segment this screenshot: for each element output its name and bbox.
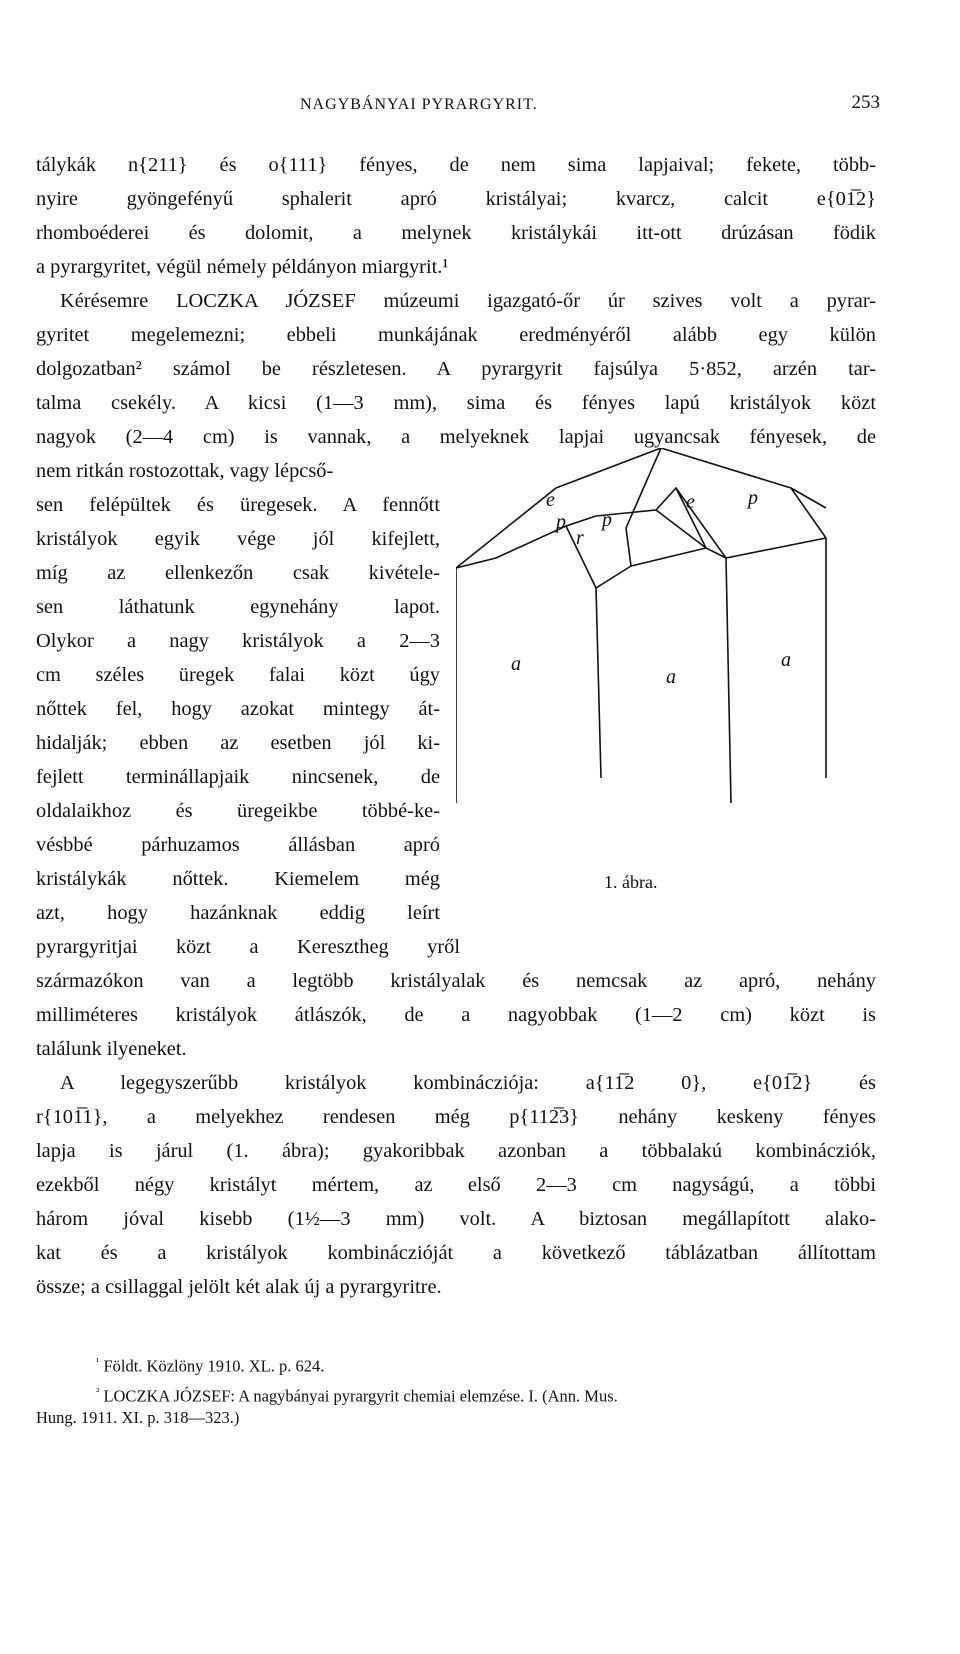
text-line: A legegyszerűbb kristályok kombinácziója: a{11̅2 0}, e{01̅2} és bbox=[60, 1072, 876, 1094]
text-line: lapja is járul (1. ábra); gyakoribbak azonban a többalakú kombinácziók, bbox=[36, 1140, 876, 1162]
text-line: pyrargyritjai közt a Keresztheg yről bbox=[36, 936, 460, 958]
footnote-text: Földt. Közlöny 1910. XL. p. 624. bbox=[103, 1356, 325, 1376]
page-number: 253 bbox=[851, 92, 880, 113]
face-label-p: p bbox=[602, 509, 612, 531]
face-label-p: p bbox=[748, 487, 758, 509]
text-line: r{101̅1}, a melyekhez rendesen még p{112̅3} nehány keskeny fényes bbox=[36, 1106, 876, 1128]
footnote bbox=[96, 1380, 618, 1409]
face-edge bbox=[596, 528, 631, 588]
text-line: gyritet megelemezni; ebbeli munkájának eredményéről alább egy külön bbox=[36, 324, 876, 346]
face-edge bbox=[456, 488, 826, 568]
text-line: nyire gyöngefényű sphalerit apró kristályai; kvarcz, calcit e{01̅2} bbox=[36, 188, 876, 210]
footnote-text: Hung. 1911. XI. p. 318—323.) bbox=[36, 1408, 240, 1427]
face-label-e: e bbox=[546, 489, 555, 511]
text-line: nőttek fel, hogy azokat mintegy át- bbox=[36, 698, 440, 720]
text-line: milliméteres kristályok átlászók, de a nagyobbak (1—2 cm) közt is bbox=[36, 1004, 876, 1026]
text-line: találunk ilyeneket. bbox=[36, 1038, 187, 1060]
text-line: fejlett terminállapjaik nincsenek, de bbox=[36, 766, 440, 788]
text-line: vésbbé párhuzamos állásban apró bbox=[36, 834, 440, 856]
footnote-mark: ¹ bbox=[96, 1356, 100, 1368]
face-label-r: r bbox=[576, 527, 584, 549]
face-label-a: a bbox=[666, 666, 676, 688]
text-line: rhomboéderei és dolomit, a melynek kristálykái itt-ott drúzásan födik bbox=[36, 222, 876, 244]
footnote bbox=[36, 1406, 239, 1430]
text-line: kristálykák nőttek. Kiemelem még bbox=[36, 868, 440, 890]
text-line: Olykor a nagy kristályok a 2—3 bbox=[36, 630, 440, 652]
face-edge bbox=[596, 588, 601, 778]
running-title: NAGYBÁNYAI PYRARGYRIT. bbox=[300, 96, 538, 113]
text-line: míg az ellenkezőn csak kivétele- bbox=[36, 562, 440, 584]
text-line: oldalaikhoz és üregeikbe többé-ke- bbox=[36, 800, 440, 822]
text-line: a pyrargyritet, végül némely példányon miargyrit.¹ bbox=[36, 256, 449, 278]
text-line: kristályok egyik vége jól kifejlett, bbox=[36, 528, 440, 550]
face-edge bbox=[631, 548, 706, 566]
face-edge bbox=[791, 488, 826, 508]
text-line: nagyok (2—4 cm) is vannak, a melyeknek lapjai ugyancsak fényesek, de bbox=[36, 426, 876, 448]
footnote-mark: ² bbox=[96, 1386, 100, 1398]
face-label-a: a bbox=[511, 653, 521, 675]
face-label-a: a bbox=[781, 649, 791, 671]
face-edge bbox=[726, 558, 731, 803]
text-line: sen felépültek és üregesek. A fennőtt bbox=[36, 494, 440, 516]
text-line: nem ritkán rostozottak, vagy lépcső- bbox=[36, 460, 334, 482]
figure-caption: 1. ábra. bbox=[604, 872, 658, 892]
text-line: származókon van a legtöbb kristályalak és nemcsak az apró, nehány bbox=[36, 970, 876, 992]
text-line: azt, hogy hazánknak eddig leírt bbox=[36, 902, 440, 924]
crystal-figure bbox=[456, 448, 836, 848]
text-line: sen láthatunk egynehány lapot. bbox=[36, 596, 440, 618]
footnote bbox=[96, 1350, 324, 1379]
footnote-text: LOCZKA JÓZSEF: A nagybányai pyrargyrit chemiai elemzése. I. (Ann. Mus. bbox=[103, 1386, 618, 1406]
text-line: dolgozatban² számol be részletesen. A pyrargyrit fajsúlya 5·852, arzén tar- bbox=[36, 358, 876, 380]
text-line: kat és a kristályok kombináczióját a következő táblázatban állítottam bbox=[36, 1242, 876, 1264]
text-line: tálykák n{211} és o{111} fényes, de nem sima lapjaival; fekete, több- bbox=[36, 154, 876, 176]
page-header bbox=[300, 92, 880, 124]
text-line: össze; a csillaggal jelölt két alak új a pyrargyritre. bbox=[36, 1276, 442, 1298]
text-line: hidalják; ebben az esetben jól ki- bbox=[36, 732, 440, 754]
text-line: Kérésemre LOCZKA JÓZSEF múzeumi igazgató-őr úr szives volt a pyrar- bbox=[60, 290, 876, 312]
text-line: három jóval kisebb (1½—3 mm) volt. A biztosan megállapított alako- bbox=[36, 1208, 876, 1230]
text-line: talma csekély. A kicsi (1—3 mm), sima és fényes lapú kristályok közt bbox=[36, 392, 876, 414]
face-label-e: e bbox=[686, 491, 695, 513]
crystal-outline bbox=[456, 448, 826, 568]
face-label-p: p bbox=[556, 511, 566, 533]
text-line: cm széles üregek falai közt úgy bbox=[36, 664, 440, 686]
text-line: ezekből négy kristályt mértem, az első 2—3 cm nagyságú, a többi bbox=[36, 1174, 876, 1196]
